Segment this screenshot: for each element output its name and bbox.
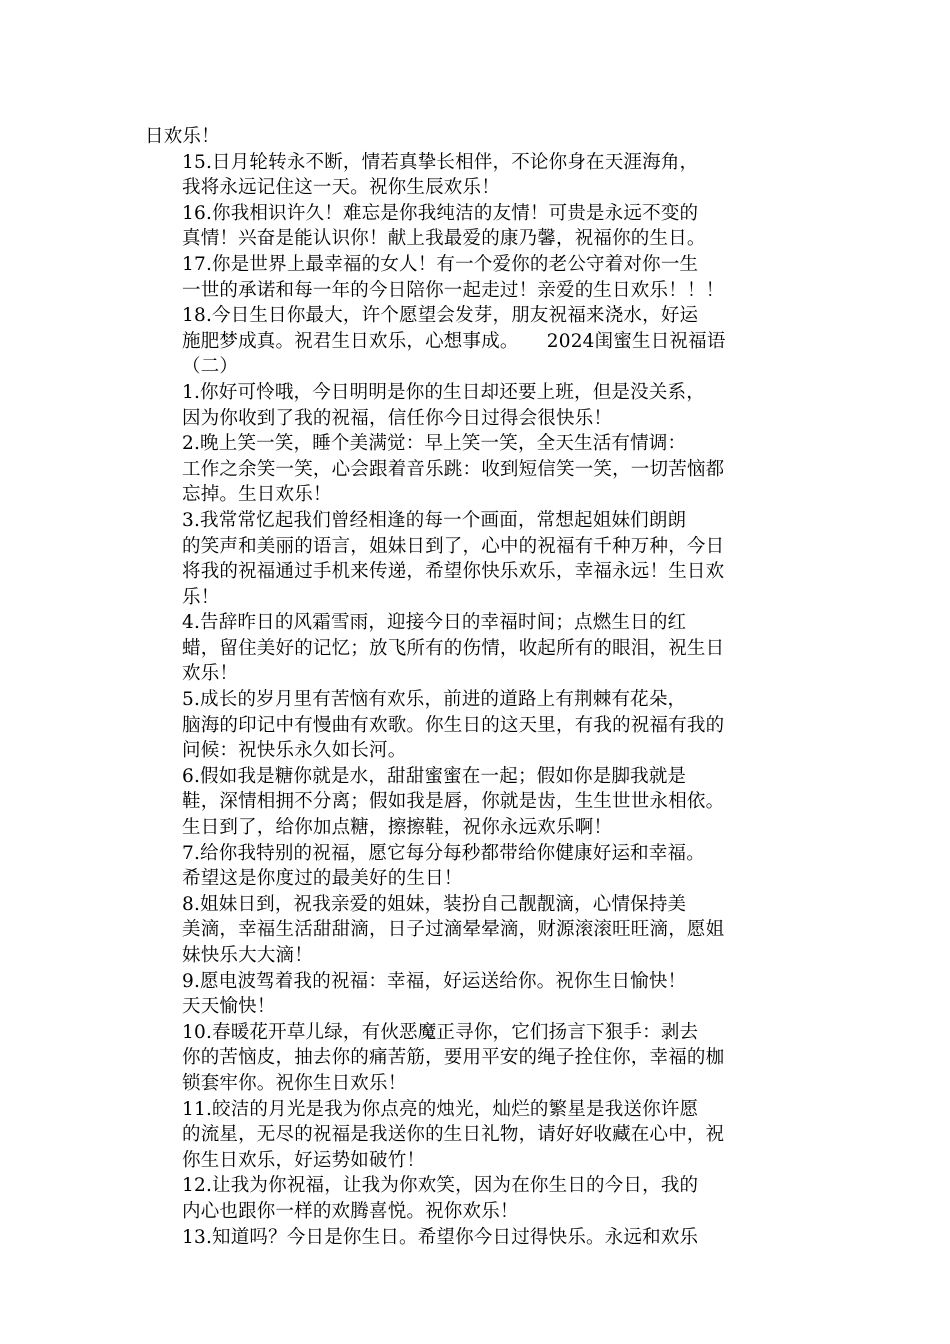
paragraph [145,252,825,303]
paragraph [145,201,825,252]
paragraph [145,150,825,201]
text-line: 9.愿电波驾着我的祝福：幸福，好运送给你。祝你生日愉快！ [182,970,687,992]
text-line: 日欢乐！ [145,126,220,147]
text-line: 18.今日生日你最大，许个愿望会发芽，朋友祝福来浇水，好运 [182,305,699,327]
text-line: 希望这是你度过的最美好的生日！ [182,868,463,890]
text-line: 欢乐！ [182,663,239,685]
text-line: 将我的祝福通过手机来传递，希望你快乐欢乐，幸福永远！生日欢 [182,561,725,583]
text-line: 13.知道吗？今日是你生日。希望你今日过得快乐。永远和欢乐 [182,1226,699,1248]
text-line: 11.皎洁的月光是我为你点亮的烛光，灿烂的繁星是我送你许愿 [182,1098,699,1120]
paragraph [145,1097,825,1174]
paragraph [145,380,825,431]
text-line: 妹快乐大大滴！ [182,945,313,966]
text-line: 2.晚上笑一笑，睡个美满觉：早上笑一笑，全天生活有情调： [182,433,687,455]
text-line: 12.让我为你祝福，让我为你欢笑，因为在你生日的今日，我的 [182,1175,699,1197]
text-line: 的笑声和美丽的语言，姐妹日到了，心中的祝福有千种万种，今日 [182,535,725,557]
text-line: 鞋，深情相拥不分离；假如我是唇，你就是齿，生生世世永相依。 [182,791,725,813]
paragraph [145,841,825,892]
text-line: 内心也跟你一样的欢腾喜悦。祝你欢乐！ [182,1200,519,1222]
paragraph [145,431,825,508]
text-line: 锁套牢你。祝你生日欢乐！ [182,1072,407,1094]
text-line: 我将永远记住这一天。祝你生辰欢乐！ [182,177,500,199]
text-line: 7.给你我特别的祝福，愿它每分每秒都带给你健康好运和幸福。 [182,842,705,864]
paragraph [145,892,825,969]
text-line: 的流星，无尽的祝福是我送你的生日礼物，请好好收藏在心中，祝 [182,1124,725,1146]
paragraph [145,1225,825,1251]
text-line: 10.春暖花开草儿绿，有伙恶魔正寻你，它们扬言下狠手：剥去 [182,1021,699,1043]
text-line: 乐！ [182,586,220,608]
text-line: 8.姐妹日到，祝我亲爱的姐妹，装扮自己靓靓滴，心情保持美 [182,893,687,915]
paragraph [145,969,825,1020]
paragraph [145,687,825,764]
text-line: 天天愉快！ [182,996,276,1018]
paragraph [145,508,825,610]
text-line: 忘掉。生日欢乐！ [182,484,332,506]
paragraph [145,1173,825,1224]
text-line: 16.你我相识许久！难忘是你我纯洁的友情！可贵是永远不变的 [182,202,699,224]
text-line: 因为你收到了我的祝福，信任你今日过得会很快乐！ [182,407,613,429]
text-line: 6.假如我是糖你就是水，甜甜蜜蜜在一起；假如你是脚我就是 [182,765,687,787]
text-line: 17.你是世界上最幸福的女人！有一个爱你的老公守着对你一生 [182,253,699,275]
paragraph [145,303,825,380]
text-line: 工作之余笑一笑，心会跟着音乐跳：收到短信笑一笑，一切苦恼都 [182,458,725,480]
text-line: 真情！兴奋是能认识你！献上我最爱的康乃馨，祝福你的生日。 [182,228,706,250]
paragraph [145,610,825,687]
text-line: 美滴，幸福生活甜甜滴，日子过滴晕晕滴，财源滚滚旺旺滴，愿姐 [182,919,725,941]
text-line: 你的苦恼皮，抽去你的痛苦筋，要用平安的绳子拴住你，幸福的枷 [182,1047,725,1069]
text-line: 施肥梦成真。祝君生日欢乐，心想事成。 2024闺蜜生日祝福语 [182,330,726,352]
text-line: 一世的承诺和每一年的今日陪你一起走过！亲爱的生日欢乐！！！ [182,279,725,301]
text-line: 4.告辞昨日的风霜雪雨，迎接今日的幸福时间；点燃生日的红 [182,612,687,634]
text-line: 蜡，留住美好的记忆；放飞所有的伤情，收起所有的眼泪，祝生日 [182,637,725,659]
text-line: 3.我常常忆起我们曾经相逢的每一个画面，常想起姐妹们朗朗 [182,509,687,531]
text-line: 脑海的印记中有慢曲有欢歌。你生日的这天里，有我的祝福有我的 [182,714,725,736]
paragraph [145,124,825,150]
paragraph [145,764,825,841]
text-line: 1.你好可怜哦，今日明明是你的生日却还要上班，但是没关系， [182,381,705,403]
text-line: 5.成长的岁月里有苦恼有欢乐，前进的道路上有荆棘有花朵， [182,689,687,711]
text-line: 生日到了，给你加点糖，擦擦鞋，祝你永远欢乐啊！ [182,817,613,839]
text-line: （二） [182,356,239,378]
text-line: 你生日欢乐，好运势如破竹！ [182,1149,426,1171]
text-line: 15.日月轮转永不断，情若真挚长相伴，不论你身在天涯海角， [182,151,699,173]
text-line: 问候：祝快乐永久如长河。 [182,740,407,762]
paragraph [145,1020,825,1097]
document-body [145,124,825,1250]
